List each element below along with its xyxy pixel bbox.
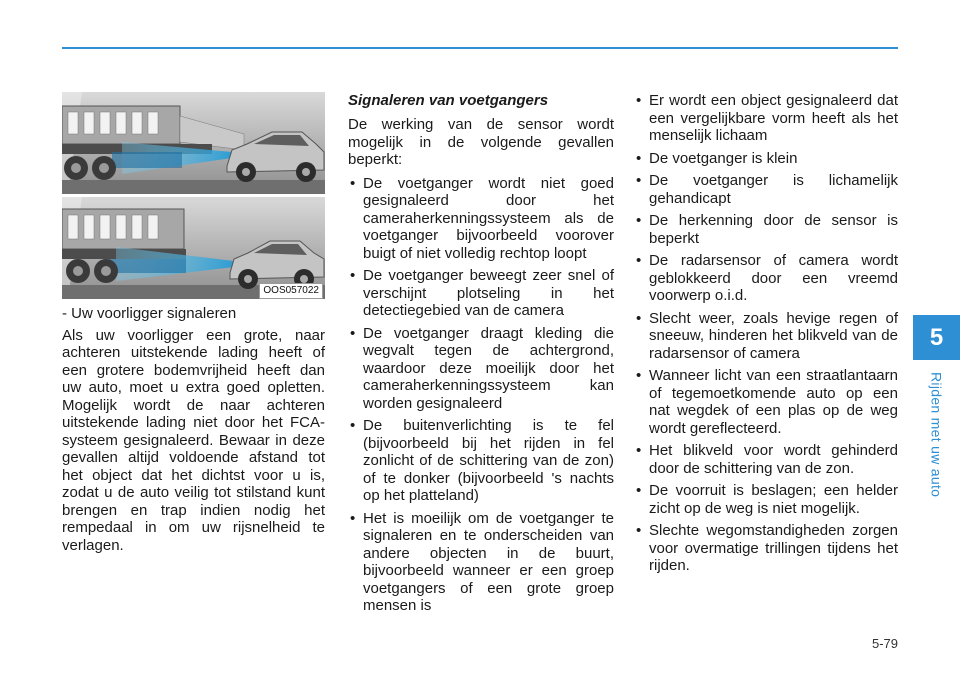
limitations-list-2 bbox=[634, 92, 898, 575]
list-item: • De voetganger beweegt zeer snel of verschijnt plotseling in het detectiegebied van de camera bbox=[348, 267, 614, 320]
list-item: • De radarsensor of camera wordt geblokkeerd door een vreemd voorwerp o.i.d. bbox=[634, 252, 898, 305]
list-item: • Slecht weer, zoals hevige regen of sneeuw, hinderen het blikveld van de radarsensor of camera bbox=[634, 310, 898, 363]
left-body-text: Als uw voorligger een grote, naar achteren uitstekende lading heeft of een grotere bodemvrijheid heeft dan uw auto, moet u extra goed opletten. Mogelijk wordt de naar achteren uitstekende lading niet door het FCA-systeem gesignaleerd. Bewaar in deze gevallen altijd voldoende afstand tot het object dat het dichtst voor u is, zodat u de auto veilig tot stilstand kunt brengen en trap indien nodig het rempedaal in om uw rijsnelheid te verlagen. bbox=[62, 326, 325, 554]
list-item: • Wanneer licht van een straatlantaarn of tegemoetkomende auto op een nat wegdek of een plas op de weg wordt gereflecteerd. bbox=[634, 367, 898, 437]
list-item: • Er wordt een object gesignaleerd dat een vergelijkbare vorm heeft als het menselijk lichaam bbox=[634, 92, 898, 145]
section-intro: De werking van de sensor wordt mogelijk in de volgende gevallen beperkt: bbox=[348, 116, 614, 168]
list-item: • Slechte wegomstandigheden zorgen voor overmatige trillingen tijdens het rijden. bbox=[634, 522, 898, 575]
left-column bbox=[62, 92, 325, 554]
list-item: • De herkenning door de sensor is beperkt bbox=[634, 212, 898, 247]
list-item: • Het blikveld voor wordt gehinderd door de schittering van de zon. bbox=[634, 442, 898, 477]
chapter-number-tab: 5 bbox=[913, 315, 960, 360]
illustration-top-panel bbox=[62, 92, 325, 194]
chapter-title bbox=[913, 370, 960, 500]
list-item: • De voetganger wordt niet goed gesignaleerd door het cameraherkenningssysteem als de voetganger bijvoorbeeld voorover buigt of niet volledig rechtop loopt bbox=[348, 175, 614, 263]
header-rule bbox=[62, 47, 898, 49]
list-item: • De voorruit is beslagen; een helder zicht op de weg is niet mogelijk. bbox=[634, 482, 898, 517]
page-number: 5-79 bbox=[871, 636, 898, 651]
middle-column bbox=[348, 92, 614, 620]
list-item: • De buitenverlichting is te fel (bijvoorbeeld bij het rijden in fel zonlicht of de schittering van de zon) of te donker (bijvoorbeeld 's nachts op het platteland) bbox=[348, 417, 614, 505]
section-heading: Signaleren van voetgangers bbox=[348, 92, 549, 109]
list-item: • Het is moeilijk om de voetganger te signaleren en te onderscheiden van andere objecten in de buurt, bijvoorbeeld wanneer er een groep voetgangers of een grote groep mensen is bbox=[348, 510, 614, 615]
right-column bbox=[634, 92, 898, 580]
list-item: • De voetganger draagt kleding die wegvalt tegen de achtergrond, waardoor deze moeilijk door het cameraherkenningssysteem kan worden gesignaleerd bbox=[348, 325, 614, 413]
list-item: • De voetganger is lichamelijk gehandicapt bbox=[634, 172, 898, 207]
limitations-list-1 bbox=[348, 175, 614, 615]
figure-caption: - Uw voorligger signaleren bbox=[62, 305, 237, 322]
figure-code: OOS057022 bbox=[259, 283, 323, 299]
list-item: • De voetganger is klein bbox=[634, 150, 898, 168]
figure-truck-car bbox=[62, 92, 325, 301]
chapter-title-text: Rijden met uw auto bbox=[928, 372, 945, 498]
